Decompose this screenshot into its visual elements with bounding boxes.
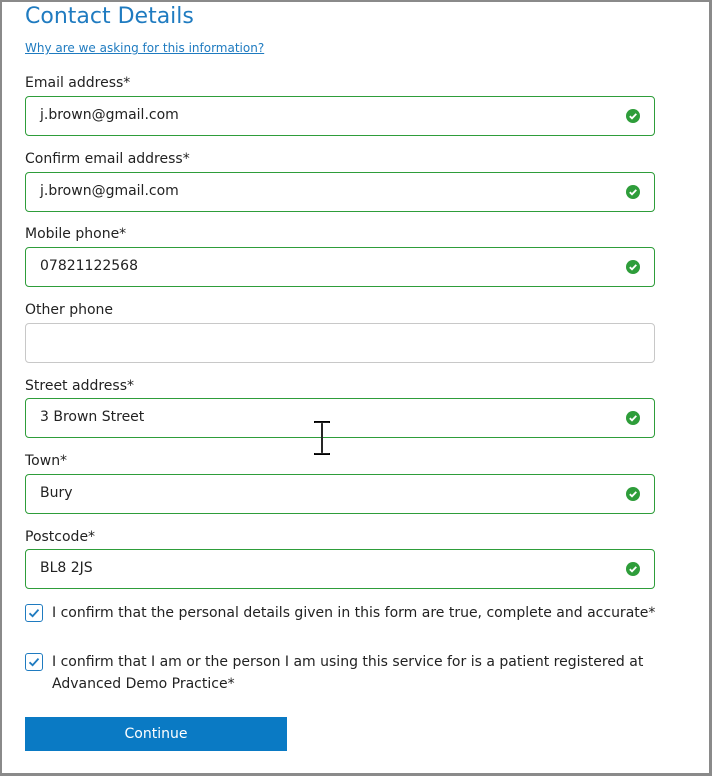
check-circle-icon xyxy=(626,185,640,199)
postcode-field[interactable] xyxy=(25,549,655,589)
street-address-value: 3 Brown Street xyxy=(40,409,145,425)
text-cursor-icon xyxy=(312,421,332,455)
check-circle-icon xyxy=(626,562,640,576)
page-title: Contact Details xyxy=(25,4,194,29)
street-address-label: Street address* xyxy=(25,378,134,394)
mobile-phone-value: 07821122568 xyxy=(40,258,138,274)
registered-patient-checkbox[interactable] xyxy=(25,653,43,671)
email-field[interactable] xyxy=(25,96,655,136)
confirm-email-value: j.brown@gmail.com xyxy=(40,183,179,199)
check-circle-icon xyxy=(626,487,640,501)
details-true-checkbox[interactable] xyxy=(25,604,43,622)
other-phone-label: Other phone xyxy=(25,302,114,318)
check-circle-icon xyxy=(626,109,640,123)
mobile-phone-label: Mobile phone* xyxy=(25,226,127,242)
email-label: Email address* xyxy=(25,75,131,91)
check-circle-icon xyxy=(626,411,640,425)
registered-patient-text: I confirm that I am or the person I am using this service for is a patient registered at Advanced Demo Practice* xyxy=(52,654,644,692)
check-circle-icon xyxy=(626,260,640,274)
postcode-label: Postcode* xyxy=(25,529,96,545)
checkmark-icon xyxy=(27,655,41,669)
other-phone-field[interactable] xyxy=(25,323,655,363)
confirm-email-label: Confirm email address* xyxy=(25,151,190,167)
why-asking-link[interactable]: Why are we asking for this information? xyxy=(25,41,265,55)
street-address-field[interactable] xyxy=(25,398,655,438)
email-value: j.brown@gmail.com xyxy=(40,107,179,123)
town-label: Town* xyxy=(25,453,68,469)
mobile-phone-field[interactable] xyxy=(25,247,655,287)
details-true-text: I confirm that the personal details given in this form are true, complete and accurate* xyxy=(52,605,656,621)
confirm-email-field[interactable] xyxy=(25,172,655,212)
town-field[interactable] xyxy=(25,474,655,514)
town-value: Bury xyxy=(40,485,73,501)
checkmark-icon xyxy=(27,606,41,620)
continue-button[interactable]: Continue xyxy=(25,717,287,751)
postcode-value: BL8 2JS xyxy=(40,560,93,576)
